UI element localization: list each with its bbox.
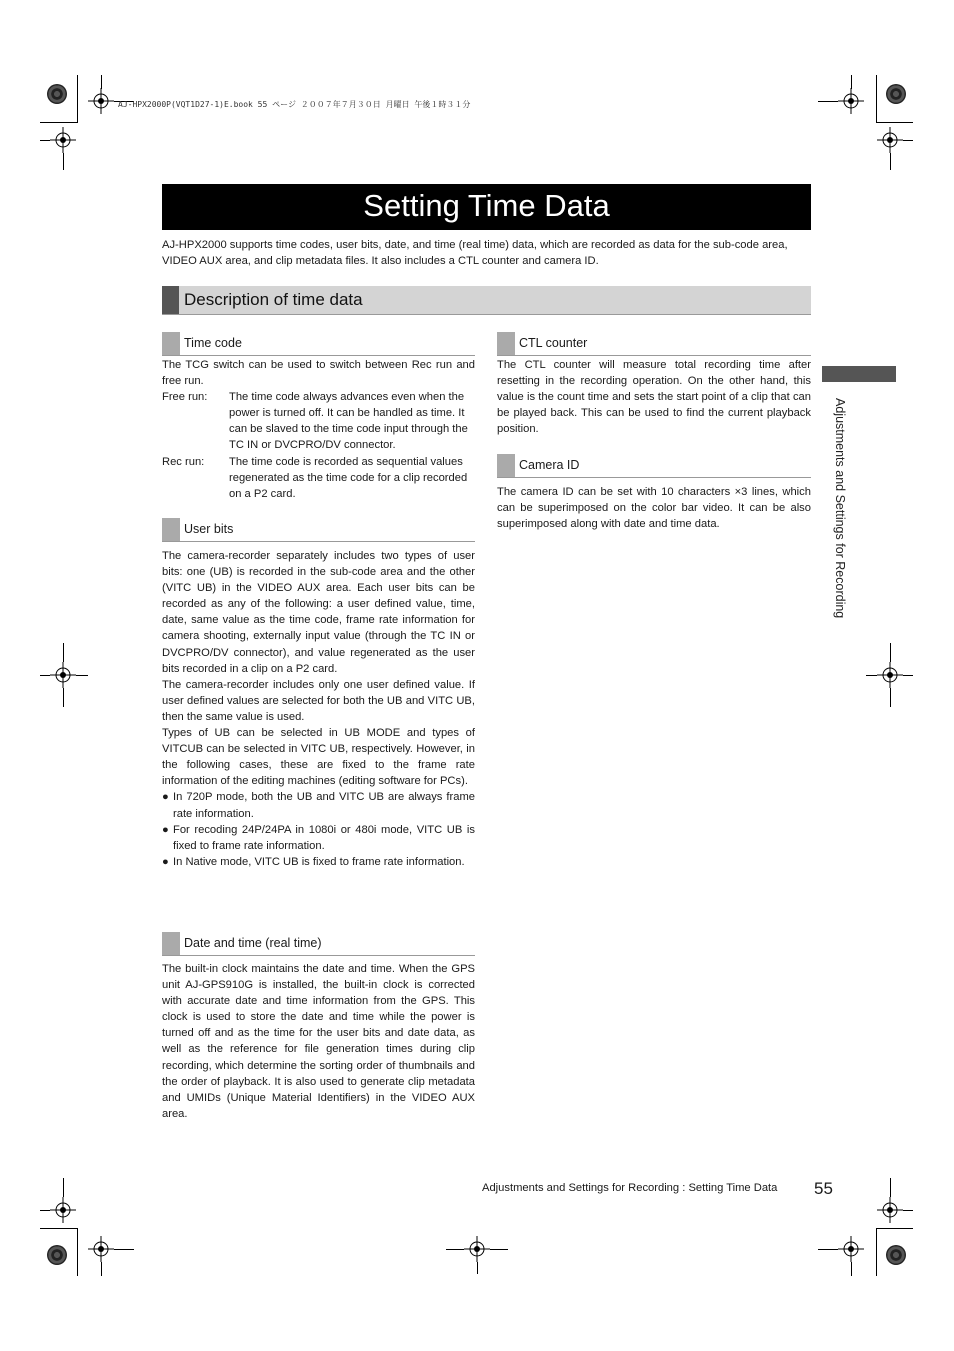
section-marker [162,286,179,314]
subheading-label: User bits [184,522,234,536]
page-number: 55 [814,1179,833,1198]
definition-row [162,454,475,502]
section-title: Description of time data [184,290,363,309]
bullet-item [162,854,475,870]
crosshair-icon [877,662,903,688]
ctl-counter-body [497,357,811,437]
camera-id-body [497,484,811,532]
registration-disc-icon [886,1245,906,1265]
crosshair-icon [88,1236,114,1262]
crosshair-icon [50,127,76,153]
date-time-body [162,961,475,1122]
subheading-camera-id [497,454,811,478]
subheading-marker [162,932,180,955]
bullet-dot-icon: ● [162,823,169,836]
user-bits-paragraph-1: The camera-recorder separately includes two types of user bits: one (UB) is recorded in the sub-code area and the other (VITC UB) in the VIDEO AUX area. Each user bits can be recorded as any of the following: a user defined value, time, date, same value as the time code, frame rate information for camera shooting, externally input value (through the TC IN or DVCPRO/DV connector), and value regenerated as the user bits recorded in a clip on a P2 card. [162,550,475,675]
definition-term: Free run: [162,391,208,404]
subheading-label: Date and time (real time) [184,936,322,950]
crosshair-icon [50,1197,76,1223]
bullet-dot-icon: ● [162,855,169,868]
crosshair-icon [50,662,76,688]
subheading-marker [162,332,180,355]
chapter-tab [822,366,896,382]
crosshair-icon [877,1197,903,1223]
subheading-date-time [162,932,475,956]
footer-breadcrumb: Adjustments and Settings for Recording : Setting Time Data [482,1182,778,1194]
registration-disc-icon [886,84,906,104]
subheading-ctl-counter [497,332,811,356]
subheading-time-code [162,332,475,356]
definition-desc: The time code always advances even when the power is turned off. It can be handled as time. It can be slaved to the time code input through the TC IN or DVCPRO/DV connector. [229,391,468,452]
date-time-paragraph: The built-in clock maintains the date and time. When the GPS unit AJ-GPS910G is installed, the built-in clock is corrected with accurate date and time information from the GPS. This clock is used to store the date and time while the power is turned off and as the time for the user bits and date data, as well as the reference for file generation times during clip recording, which determine the sorting order of thumbnails and the order of playback. It is also used to generate clip metadata and UMIDs (Unique Material Identifiers) in the VIDEO AUX area. [162,963,475,1120]
ctl-counter-paragraph: The CTL counter will measure total recording time after resetting in the recording operation. On the other hand, this value is the count time and sets the start point of a clip that can be played back. This can be used to find the current playback position. [497,359,811,436]
bullet-text: In 720P mode, both the UB and VITC UB are always frame rate information. [173,791,475,820]
user-bits-paragraph-2: The camera-recorder includes only one user defined value. If user defined values are selected for both the UB and VITC UB, then the same value is used. [162,678,475,723]
subheading-marker [497,332,515,355]
registration-disc-icon [47,1245,67,1265]
time-code-intro: The TCG switch can be used to switch between Rec run and free run. [162,359,475,388]
section-header [162,286,811,315]
subheading-marker [497,454,515,477]
crosshair-icon [838,1236,864,1262]
definition-desc: The time code is recorded as sequential values regenerated as the time code for a clip recorded on a P2 card. [229,455,468,500]
bullet-item [162,822,475,854]
user-bits-body [162,548,475,870]
subheading-label: Time code [184,336,242,350]
intro-paragraph: AJ-HPX2000 supports time codes, user bits, date, and time (real time) data, which are recorded as data for the sub-code area, VIDEO AUX area, and clip metadata files. It also includes a CTL counter and camera ID. [162,239,788,267]
crosshair-icon [464,1236,490,1262]
subheading-marker [162,518,180,541]
definition-row [162,389,475,453]
page-title: Setting Time Data [162,184,811,230]
definition-term: Rec run: [162,455,205,468]
subheading-label: Camera ID [519,458,580,472]
chapter-side-label: Adjustments and Settings for Recording [833,398,847,619]
bullet-item [162,789,475,821]
bullet-text: For recoding 24P/24PA in 1080i or 480i mode, VITC UB is fixed to frame rate information. [173,823,475,852]
subheading-label: CTL counter [519,336,588,350]
bullet-text: In Native mode, VITC UB is fixed to frame rate information. [173,855,465,868]
bullet-dot-icon: ● [162,791,169,804]
camera-id-paragraph: The camera ID can be set with 10 characters ×3 lines, which can be superimposed on the color bar video. It can be also superimposed along with date and time data. [497,486,811,531]
registration-disc-icon [47,84,67,104]
crosshair-icon [877,127,903,153]
time-code-body [162,357,475,502]
crosshair-icon [838,88,864,114]
print-header-line: AJ-HPX2000P(VQT1D27-1)E.book 55 ページ ２００７年７月３０日 月曜日 午後１時３１分 [118,100,471,109]
crosshair-icon [88,88,114,114]
subheading-user-bits [162,518,475,542]
user-bits-paragraph-3: Types of UB can be selected in UB MODE and types of VITCUB can be selected in VITC UB, respectively. However, in the following cases, these are fixed to the frame rate information of the editing machines (editing software for PCs). [162,727,475,788]
